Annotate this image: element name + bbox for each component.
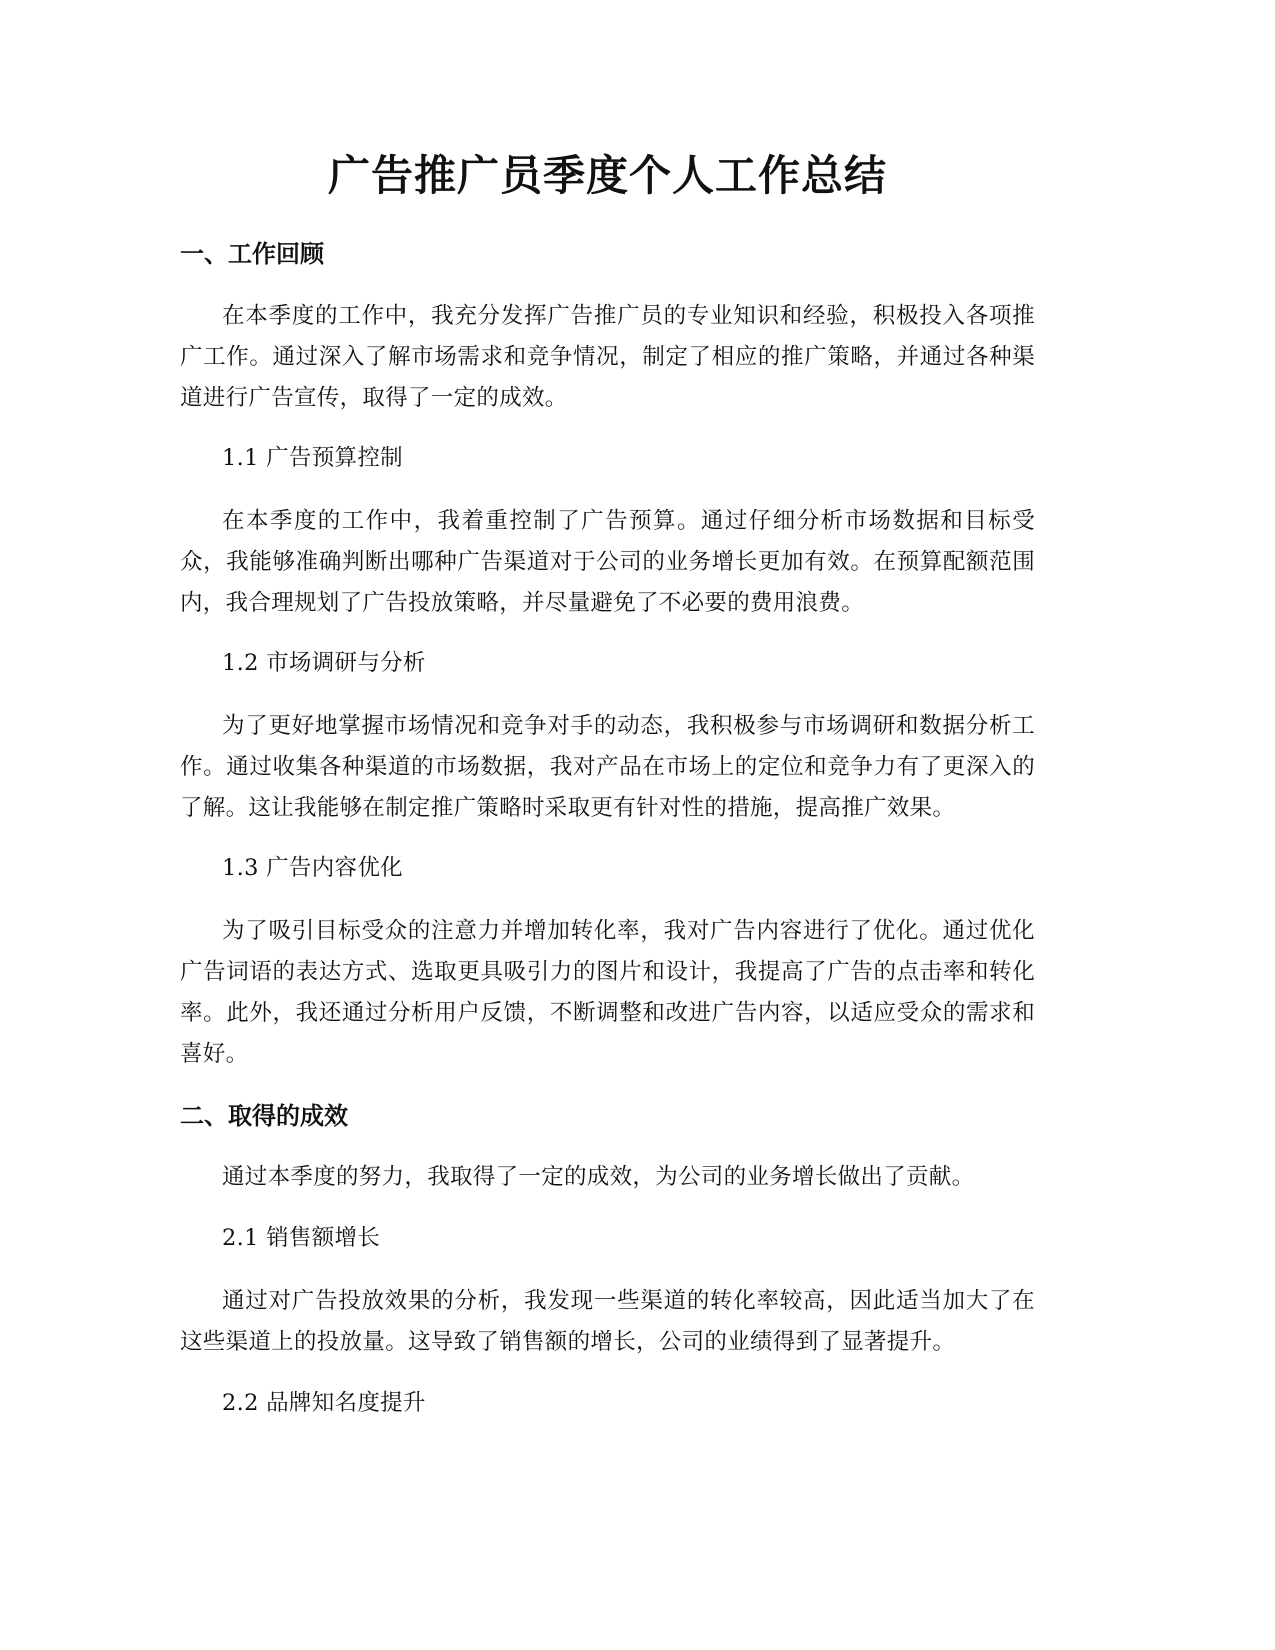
- document-title: 广告推广员季度个人工作总结: [327, 151, 887, 200]
- section-heading-achievements: 二、取得的成效: [180, 1102, 348, 1130]
- subsection-heading-sales-growth: 2.1 销售额增长: [222, 1225, 381, 1251]
- subsection-body-budget-control: 在本季度的工作中，我着重控制了广告预算。通过仔细分析市场数据和目标受众，我能够准确判断出哪种广告渠道对于公司的业务增长更加有效。在预算配额范围内，我合理规划了广告投放策略，并尽量避免了不必要的费用浪费。: [180, 508, 1035, 616]
- subsection-body-market-research: 为了更好地掌握市场情况和竞争对手的动态，我积极参与市场调研和数据分析工作。通过收集各种渠道的市场数据，我对产品在市场上的定位和竞争力有了更深入的了解。这让我能够在制定推广策略时采取更有针对性的措施，提高推广效果。: [180, 713, 1035, 821]
- subsection-body-content-optimization: 为了吸引目标受众的注意力并增加转化率，我对广告内容进行了优化。通过优化广告词语的表达方式、选取更具吸引力的图片和设计，我提高了广告的点击率和转化率。此外，我还通过分析用户反馈，不断调整和改进广告内容，以适应受众的需求和喜好。: [180, 918, 1035, 1067]
- subsection-body-sales-growth: 通过对广告投放效果的分析，我发现一些渠道的转化率较高，因此适当加大了在这些渠道上的投放量。这导致了销售额的增长，公司的业绩得到了显著提升。: [180, 1288, 1035, 1355]
- subsection-heading-brand-awareness: 2.2 品牌知名度提升: [222, 1390, 426, 1416]
- subsection-heading-content-optimization: 1.3 广告内容优化: [222, 855, 403, 881]
- section-heading-work-review: 一、工作回顾: [180, 240, 324, 268]
- section-intro-achievements: 通过本季度的努力，我取得了一定的成效，为公司的业务增长做出了贡献。: [222, 1164, 975, 1190]
- subsection-heading-market-research: 1.2 市场调研与分析: [222, 650, 426, 676]
- subsection-heading-budget-control: 1.1 广告预算控制: [222, 445, 403, 471]
- section-intro-work-review: 在本季度的工作中，我充分发挥广告推广员的专业知识和经验，积极投入各项推广工作。通过深入了解市场需求和竞争情况，制定了相应的推广策略，并通过各种渠道进行广告宣传，取得了一定的成效。: [180, 303, 1035, 411]
